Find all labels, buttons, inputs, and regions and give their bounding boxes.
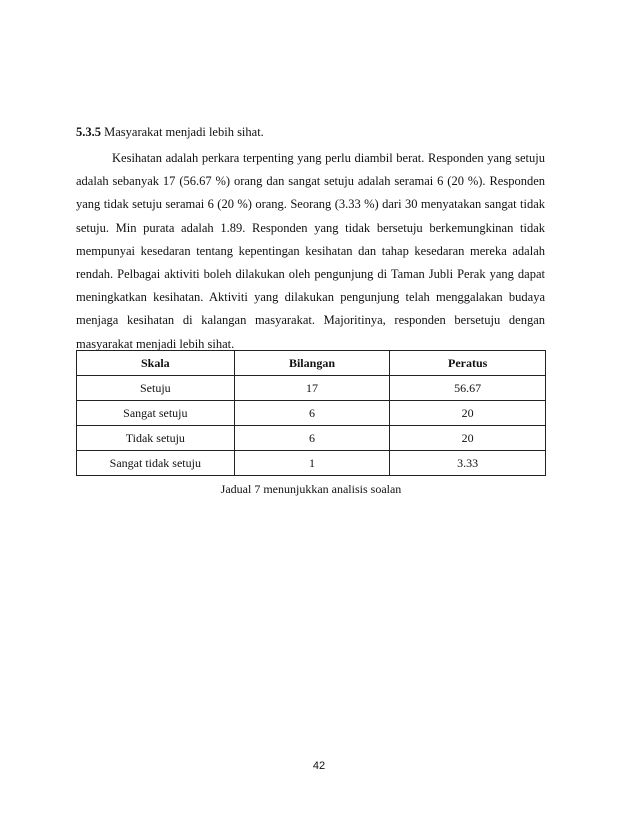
cell-peratus: 56.67 bbox=[390, 376, 546, 401]
cell-bilangan: 17 bbox=[234, 376, 390, 401]
cell-skala: Sangat tidak setuju bbox=[77, 451, 235, 476]
section-title: Masyarakat menjadi lebih sihat. bbox=[104, 125, 264, 139]
body-paragraph: Kesihatan adalah perkara terpenting yang perlu diambil berat. Responden yang setuju adalah sebanyak 17 (56.67 %) orang dan sangat setuju adalah seramai 6 (20 %). Responden yang tidak setuju seramai 6 (20 %) orang. Seorang (3.33 %) dari 30 menyatakan sangat tidak setuju. Min purata adalah 1.89. Responden yang tidak bersetuju berkemungkinan tidak mempunyai kesedaran tentang kepentingan kesihatan dan tahap kesedaran mereka adalah rendah. Pelbagai aktiviti boleh dilakukan oleh pengunjung di Taman Jubli Perak yang dapat meningkatkan kesihatan. Aktiviti yang dilakukan pengunjung telah menggalakan budaya menjaga kesihatan di kalangan masyarakat. Majoritinya, responden bersetuju dengan masyarakat menjadi lebih sihat. bbox=[76, 151, 545, 351]
table-row bbox=[77, 376, 546, 401]
cell-skala: Setuju bbox=[77, 376, 235, 401]
section-number: 5.3.5 bbox=[76, 125, 101, 139]
cell-bilangan: 1 bbox=[234, 451, 390, 476]
table-caption: Jadual 7 menunjukkan analisis soalan bbox=[220, 482, 402, 496]
table-row bbox=[77, 426, 546, 451]
results-table bbox=[76, 350, 546, 476]
cell-peratus: 3.33 bbox=[390, 451, 546, 476]
cell-peratus: 20 bbox=[390, 426, 546, 451]
section-heading bbox=[76, 124, 264, 140]
header-peratus: Peratus bbox=[390, 351, 546, 376]
cell-bilangan: 6 bbox=[234, 401, 390, 426]
table-row bbox=[77, 401, 546, 426]
table-row bbox=[77, 451, 546, 476]
cell-bilangan: 6 bbox=[234, 426, 390, 451]
header-bilangan: Bilangan bbox=[234, 351, 390, 376]
cell-skala: Sangat setuju bbox=[77, 401, 235, 426]
cell-skala: Tidak setuju bbox=[77, 426, 235, 451]
table-header-row bbox=[77, 351, 546, 376]
header-skala: Skala bbox=[77, 351, 235, 376]
cell-peratus: 20 bbox=[390, 401, 546, 426]
page-number: 42 bbox=[312, 760, 326, 772]
